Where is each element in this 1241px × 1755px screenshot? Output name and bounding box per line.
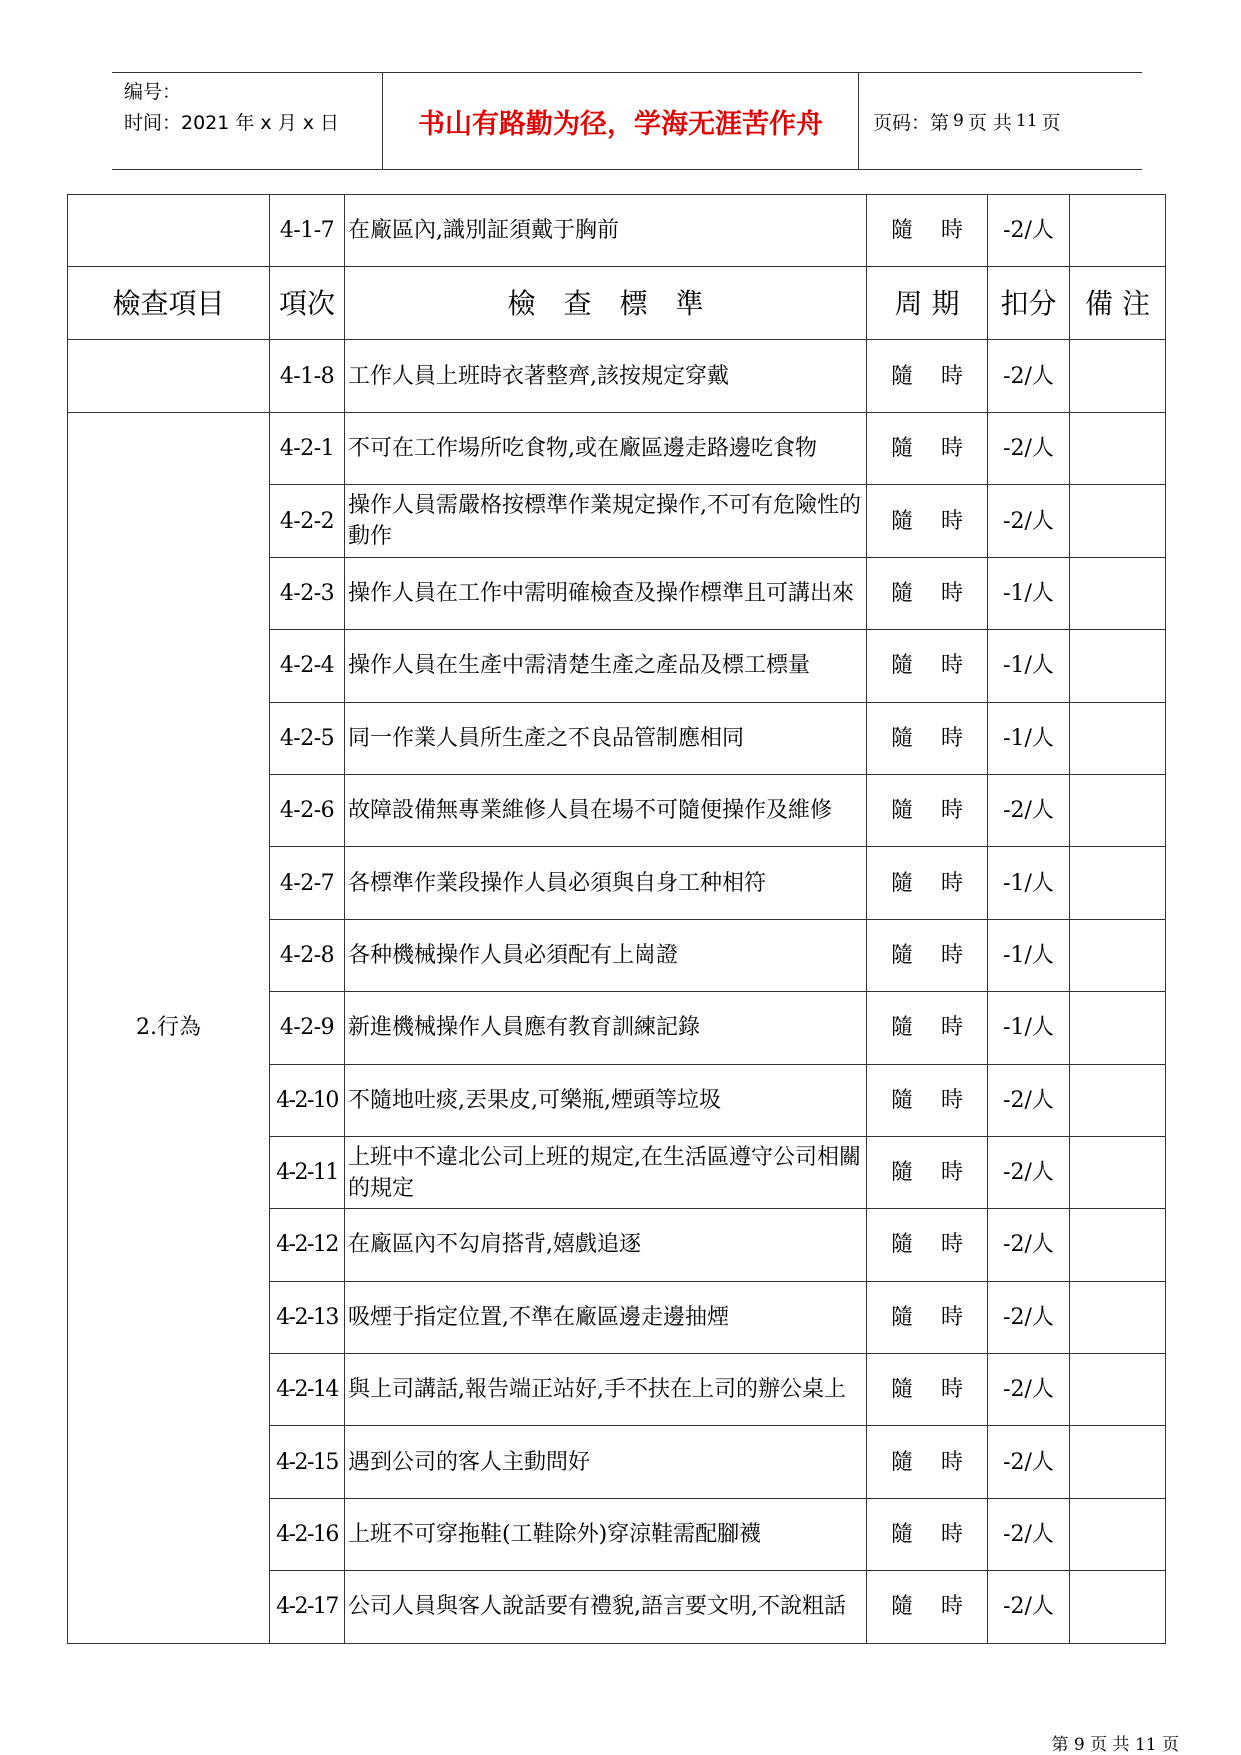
item-standard: 在廠區內不勾肩搭背,嬉戲追逐: [345, 1209, 867, 1281]
item-deduction: -2/人: [988, 1209, 1070, 1281]
header-cycle: 周 期: [867, 267, 988, 340]
cycle-char-1: 隨: [890, 218, 913, 243]
cycle-char-2: 時: [941, 1522, 964, 1548]
category-cell-empty: [68, 195, 270, 267]
item-cycle: [867, 1136, 988, 1208]
item-cycle: [867, 557, 988, 629]
item-cycle: [867, 630, 988, 702]
item-deduction: -2/人: [988, 1498, 1070, 1570]
item-deduction: -1/人: [988, 847, 1070, 919]
item-cycle: [867, 340, 988, 413]
item-standard: 工作人員上班時衣著整齊,該按規定穿戴: [345, 340, 867, 413]
page-label-prefix: 页码：第: [873, 111, 950, 134]
item-code: 4-2-3: [270, 557, 345, 629]
item-deduction: -2/人: [988, 774, 1070, 846]
header-motto: 书山有路勤为径，学海无涯苦作舟: [382, 73, 859, 169]
item-standard: 在廠區內,識別証須戴于胸前: [345, 195, 867, 267]
item-standard: 上班不可穿拖鞋(工鞋除外)穿涼鞋需配腳襪: [345, 1498, 867, 1570]
footer-mid: 页 共: [1090, 1735, 1130, 1755]
item-deduction: -2/人: [988, 485, 1070, 557]
item-note: [1070, 195, 1166, 267]
item-cycle: [867, 847, 988, 919]
item-note: [1070, 702, 1166, 774]
cycle-char-2: 時: [941, 1449, 964, 1475]
page-label-mid: 页 共: [967, 111, 1012, 134]
item-standard: 不隨地吐痰,丟果皮,可樂瓶,煙頭等垃圾: [345, 1064, 867, 1136]
table-header-row: [68, 267, 1166, 340]
item-note: [1070, 1498, 1166, 1570]
item-standard: 與上司講話,報告端正站好,手不扶在上司的辦公桌上: [345, 1354, 867, 1426]
item-code: 4-2-16: [270, 1498, 345, 1570]
item-note: [1070, 1571, 1166, 1643]
cycle-char-1: 隨: [890, 436, 913, 462]
cycle-char-2: 時: [941, 798, 964, 824]
cycle-char-1: 隨: [890, 363, 913, 389]
item-note: [1070, 992, 1166, 1064]
item-code: 4-2-1: [270, 413, 345, 485]
cycle-char-2: 時: [941, 1232, 964, 1258]
item-cycle: [867, 1498, 988, 1570]
header-item: 檢查項目: [68, 267, 270, 340]
page-total: 11: [1015, 111, 1038, 131]
item-deduction: -2/人: [988, 1354, 1070, 1426]
item-code: 4-1-8: [270, 340, 345, 413]
item-standard: 吸煙于指定位置,不準在廠區邊走邊抽煙: [345, 1281, 867, 1353]
cycle-char-2: 時: [941, 1160, 964, 1186]
cycle-char-2: 時: [941, 580, 964, 606]
item-deduction: -2/人: [988, 1426, 1070, 1498]
header-code: 項次: [270, 267, 345, 340]
item-note: [1070, 1136, 1166, 1208]
cycle-char-2: 時: [941, 436, 964, 462]
table-row: [68, 195, 1166, 267]
item-deduction: -2/人: [988, 1136, 1070, 1208]
item-deduction: -2/人: [988, 1571, 1070, 1643]
item-code: 4-1-7: [270, 195, 345, 267]
item-cycle: [867, 195, 988, 267]
item-cycle: [867, 413, 988, 485]
cycle-char-2: 時: [941, 1304, 964, 1330]
cycle-char-2: 時: [941, 870, 964, 896]
cycle-char-2: 時: [941, 653, 964, 679]
item-standard: 操作人員需嚴格按標準作業規定操作,不可有危險性的動作: [345, 485, 867, 557]
item-standard: 同一作業人員所生產之不良品管制應相同: [345, 702, 867, 774]
item-standard: 操作人員在生產中需清楚生產之產品及標工標量: [345, 630, 867, 702]
item-deduction: -2/人: [988, 195, 1070, 267]
item-note: [1070, 847, 1166, 919]
header-deduction: 扣分: [988, 267, 1070, 340]
item-deduction: -2/人: [988, 413, 1070, 485]
header-meta: [112, 73, 382, 169]
item-note: [1070, 485, 1166, 557]
cycle-char-1: 隨: [890, 725, 913, 751]
item-note: [1070, 340, 1166, 413]
cycle-char-2: 時: [941, 363, 964, 389]
header-standard: 檢 查 標 準: [345, 267, 867, 340]
cycle-char-1: 隨: [890, 1087, 913, 1113]
item-cycle: [867, 1064, 988, 1136]
cycle-char-1: 隨: [890, 1449, 913, 1475]
item-deduction: -1/人: [988, 992, 1070, 1064]
item-code: 4-2-7: [270, 847, 345, 919]
cycle-char-2: 時: [941, 1015, 964, 1041]
cycle-char-2: 時: [941, 1377, 964, 1403]
category-cell-empty: [68, 340, 270, 413]
item-code: 4-2-5: [270, 702, 345, 774]
cycle-char-1: 隨: [890, 580, 913, 606]
cycle-char-1: 隨: [890, 1232, 913, 1258]
cycle-char-1: 隨: [890, 1304, 913, 1330]
item-cycle: [867, 702, 988, 774]
category-cell: 2.行為: [68, 413, 270, 1644]
item-code: 4-2-11: [270, 1136, 345, 1208]
item-standard: 各种機械操作人員必須配有上崗證: [345, 919, 867, 991]
item-code: 4-2-4: [270, 630, 345, 702]
item-note: [1070, 919, 1166, 991]
header-note: 備 注: [1070, 267, 1166, 340]
item-code: 4-2-17: [270, 1571, 345, 1643]
footer-prefix: 第: [1051, 1735, 1069, 1755]
item-note: [1070, 1064, 1166, 1136]
item-cycle: [867, 1426, 988, 1498]
item-code: 4-2-10: [270, 1064, 345, 1136]
cycle-char-1: 隨: [890, 1594, 913, 1620]
item-standard: 操作人員在工作中需明確檢查及操作標準且可講出來: [345, 557, 867, 629]
item-cycle: [867, 1354, 988, 1426]
item-standard: 遇到公司的客人主動問好: [345, 1426, 867, 1498]
item-cycle: [867, 992, 988, 1064]
item-cycle: [867, 1571, 988, 1643]
item-note: [1070, 557, 1166, 629]
cycle-char-2: 時: [941, 508, 964, 534]
cycle-char-2: 時: [941, 942, 964, 968]
page-label-suffix: 页: [1041, 111, 1061, 134]
item-cycle: [867, 1209, 988, 1281]
page-current: 9: [953, 111, 964, 131]
document-header: [112, 72, 1142, 170]
item-note: [1070, 1209, 1166, 1281]
item-standard: 新進機械操作人員應有教育訓練記錄: [345, 992, 867, 1064]
item-note: [1070, 1426, 1166, 1498]
cycle-char-1: 隨: [890, 1160, 913, 1186]
cycle-char-1: 隨: [890, 942, 913, 968]
item-cycle: [867, 1281, 988, 1353]
cycle-char-1: 隨: [890, 1015, 913, 1041]
item-code: 4-2-2: [270, 485, 345, 557]
cycle-char-1: 隨: [890, 870, 913, 896]
item-deduction: -2/人: [988, 1064, 1070, 1136]
header-page-number: [859, 73, 1142, 169]
item-deduction: -2/人: [988, 340, 1070, 413]
cycle-char-1: 隨: [890, 798, 913, 824]
item-cycle: [867, 485, 988, 557]
item-note: [1070, 1281, 1166, 1353]
cycle-char-2: 時: [941, 1594, 964, 1620]
item-code: 4-2-14: [270, 1354, 345, 1426]
footer-current: 9: [1073, 1735, 1085, 1755]
item-standard: 不可在工作場所吃食物,或在廠區邊走路邊吃食物: [345, 413, 867, 485]
item-code: 4-2-6: [270, 774, 345, 846]
table-row: [68, 340, 1166, 413]
item-cycle: [867, 919, 988, 991]
cycle-char-1: 隨: [890, 1377, 913, 1403]
cycle-char-2: 時: [941, 725, 964, 751]
item-cycle: [867, 774, 988, 846]
document-number-label: 编号：: [124, 81, 182, 103]
item-code: 4-2-9: [270, 992, 345, 1064]
item-deduction: -1/人: [988, 557, 1070, 629]
item-deduction: -2/人: [988, 1281, 1070, 1353]
item-standard: 公司人員與客人說話要有禮貌,語言要文明,不說粗話: [345, 1571, 867, 1643]
item-code: 4-2-15: [270, 1426, 345, 1498]
item-note: [1070, 630, 1166, 702]
table-row: [68, 413, 1166, 485]
item-deduction: -1/人: [988, 630, 1070, 702]
item-note: [1070, 1354, 1166, 1426]
item-note: [1070, 774, 1166, 846]
page-footer: [1052, 1730, 1180, 1755]
item-standard: 各標準作業段操作人員必須與自身工种相符: [345, 847, 867, 919]
footer-suffix: 页: [1162, 1735, 1179, 1755]
item-code: 4-2-13: [270, 1281, 345, 1353]
cycle-char-1: 隨: [890, 1522, 913, 1548]
item-note: [1070, 413, 1166, 485]
inspection-table: [67, 194, 1166, 1644]
item-code: 4-2-12: [270, 1209, 345, 1281]
cycle-char-2: 時: [941, 218, 964, 243]
item-standard: 上班中不違北公司上班的規定,在生活區遵守公司相關的規定: [345, 1136, 867, 1208]
cycle-char-2: 時: [941, 1087, 964, 1113]
document-date: 时间：2021 年 x 月 x 日: [124, 112, 340, 134]
item-deduction: -1/人: [988, 919, 1070, 991]
footer-total: 11: [1134, 1735, 1157, 1755]
cycle-char-1: 隨: [890, 653, 913, 679]
item-deduction: -1/人: [988, 702, 1070, 774]
item-standard: 故障設備無專業維修人員在場不可隨便操作及維修: [345, 774, 867, 846]
cycle-char-1: 隨: [890, 508, 913, 534]
item-code: 4-2-8: [270, 919, 345, 991]
